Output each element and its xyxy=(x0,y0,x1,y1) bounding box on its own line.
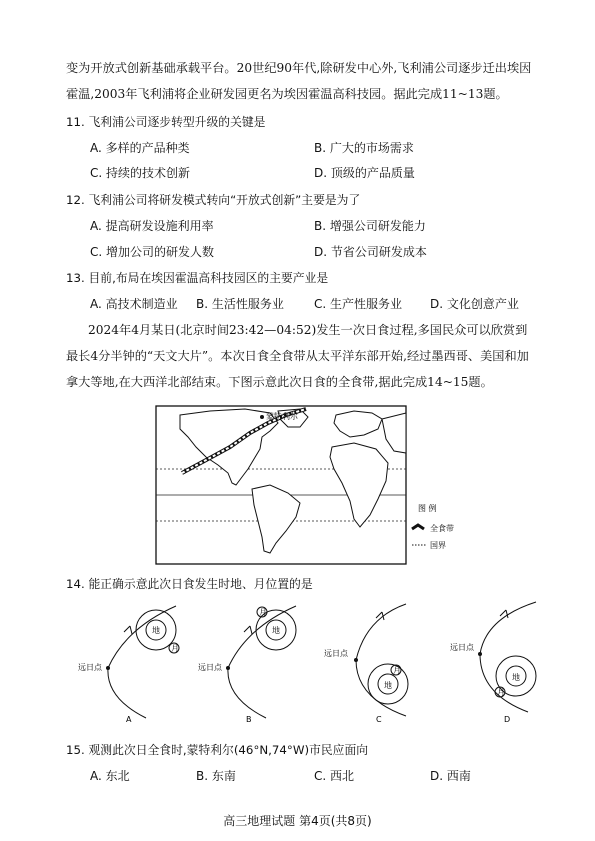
q11-option-a: A. 多样的产品种类 xyxy=(90,141,190,155)
montreal-dot xyxy=(260,415,264,419)
moon-label-d: 月 xyxy=(497,688,505,697)
q15-option-d: D. 西南 xyxy=(430,769,471,783)
option-label-b: B xyxy=(246,715,252,724)
q15-option-b: B. 东南 xyxy=(196,769,236,783)
q14-stem: 14. 能正确示意此次日食发生时地、月位置的是 xyxy=(66,577,313,591)
diagram-b xyxy=(198,606,296,724)
legend-totality-swatch xyxy=(412,525,424,529)
passage2-line-2: 最长4分半钟的“天文大片”。本次日食全食带从太平洋东部开始,经过墨西哥、美国和加 xyxy=(66,349,529,363)
intro-line-2: 霍温,2003年飞利浦将企业研发园更名为埃因霍温高科技园。据此完成11~13题。 xyxy=(66,87,508,101)
q15-option-a: A. 东北 xyxy=(90,769,130,783)
option-label-a: A xyxy=(126,715,132,724)
option-label-c: C xyxy=(376,715,382,724)
q12-option-d: D. 节省公司研发成本 xyxy=(314,245,427,259)
perihelion-label-a: 远日点 xyxy=(78,663,102,672)
earth-label-a: 地 xyxy=(152,626,160,635)
q13-option-b: B. 生活性服务业 xyxy=(196,297,284,311)
moon-label-c: 月 xyxy=(393,666,401,675)
q13-option-a: A. 高技术制造业 xyxy=(90,297,178,311)
q12-option-a: A. 提高研发设施利用率 xyxy=(90,219,214,233)
intro-line-1: 变为开放式创新基础承载平台。20世纪90年代,除研发中心外,飞利浦公司逐步迁出埃因 xyxy=(66,61,532,75)
montreal-label: 蒙特利尔 xyxy=(266,412,298,421)
perihelion-label-c: 远日点 xyxy=(324,649,348,658)
q11-option-c: C. 持续的技术创新 xyxy=(90,166,191,180)
page-footer: 高三地理试题 第4页(共8页) xyxy=(223,814,372,828)
earth-label-c: 地 xyxy=(384,681,392,690)
q11-stem: 11. 飞利浦公司逐步转型升级的关键是 xyxy=(66,115,266,129)
q12-option-c: C. 增加公司的研发人数 xyxy=(90,245,215,259)
diagram-a xyxy=(78,606,179,724)
legend-title: 图 例 xyxy=(418,504,437,513)
q13-stem: 13. 目前,布局在埃因霍温高科技园区的主要产业是 xyxy=(66,271,329,285)
world-map xyxy=(150,403,480,568)
q15-option-c: C. 西北 xyxy=(314,769,355,783)
moon-label-b: 月 xyxy=(259,608,267,617)
diagram-d xyxy=(450,602,536,724)
legend-totality-label: 全食带 xyxy=(430,524,454,533)
q11-option-b: B. 广大的市场需求 xyxy=(314,141,414,155)
q13-option-c: C. 生产性服务业 xyxy=(314,297,403,311)
q15-stem: 15. 观测此次日全食时,蒙特利尔(46°N,74°W)市民应面向 xyxy=(66,743,369,757)
earth-label-d: 地 xyxy=(512,673,520,682)
orbit-diagrams xyxy=(66,598,546,728)
q11-option-d: D. 顶级的产品质量 xyxy=(314,166,415,180)
passage2-line-3: 拿大等地,在大西洋北部结束。下图示意此次日食的全食带,据此完成14~15题。 xyxy=(66,375,493,389)
diagram-c xyxy=(324,604,408,724)
perihelion-label-d: 远日点 xyxy=(450,643,474,652)
legend-border-label: 国界 xyxy=(430,541,446,550)
q12-stem: 12. 飞利浦公司将研发模式转向“开放式创新”主要是为了 xyxy=(66,193,361,207)
q13-option-d: D. 文化创意产业 xyxy=(430,297,519,311)
totality-map-figure xyxy=(150,403,480,568)
orbit-diagrams-svg xyxy=(66,598,546,728)
earth-label-b: 地 xyxy=(272,626,280,635)
moon-label-a: 月 xyxy=(171,644,179,653)
perihelion-label-b: 远日点 xyxy=(198,663,222,672)
q12-option-b: B. 增强公司研发能力 xyxy=(314,219,426,233)
option-label-d: D xyxy=(504,715,511,724)
passage2-line-1: 2024年4月某日(北京时间23:42—04:52)发生一次日食过程,多国民众可以欣赏到 xyxy=(88,323,528,337)
